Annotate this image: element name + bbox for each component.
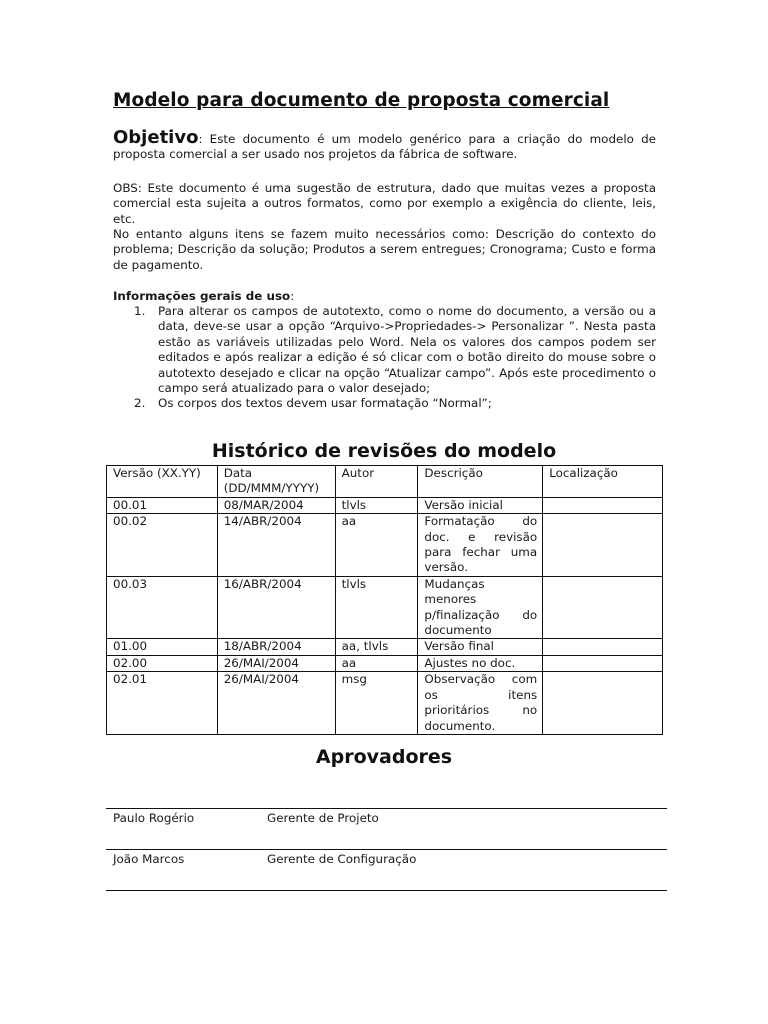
cell-description: Versão final: [418, 639, 543, 655]
table-row: [107, 672, 663, 735]
header-cell-description: Descrição: [418, 466, 543, 498]
approvers-bottom-rule: [106, 890, 667, 891]
cell-description: Versão inicial: [418, 497, 543, 513]
cell-location: [543, 672, 663, 735]
approver-role: Gerente de Projeto: [267, 811, 379, 825]
cell-version: 02.00: [107, 655, 218, 671]
usage-item-text: Os corpos dos textos devem usar formatação “Normal”;: [158, 396, 492, 411]
usage-list: [113, 304, 656, 412]
usage-item-text: Para alterar os campos de autotexto, como o nome do documento, a versão ou a data, deve-se usar a opção “Arquivo->Propriedades-> Personalizar ”. Nesta pasta estão as variáveis utilizadas pelo Word. Nela os valores dos campos podem ser editados e após realizar a edição é só clicar com o botão direito do mouse sobre o autotexto desejado e clicar na opção “Atualizar campo”. Após este procedimento o campo será atualizado para o valor desejado;: [158, 304, 656, 396]
approver-name: Paulo Rogério: [113, 811, 195, 825]
usage-item-number: 1.: [134, 304, 146, 318]
cell-version: 00.01: [107, 497, 218, 513]
cell-location: [543, 655, 663, 671]
header-cell-author: Autor: [335, 466, 418, 498]
approver-row: [106, 849, 667, 890]
usage-heading: [113, 289, 656, 304]
cell-description: Mudanças menores p/finalização do documento: [418, 576, 543, 639]
approver-name: João Marcos: [113, 852, 185, 866]
approver-row: [106, 808, 667, 849]
table-row: [107, 497, 663, 513]
cell-location: [543, 514, 663, 577]
cell-date: 26/MAI/2004: [217, 655, 335, 671]
objective-text: : Este documento é um modelo genérico para a criação do modelo de proposta comercial a ser usado nos projetos da fábrica de software.: [113, 132, 656, 162]
cell-author: aa: [335, 655, 418, 671]
history-title: Histórico de revisões do modelo: [211, 440, 557, 462]
cell-version: 00.02: [107, 514, 218, 577]
cell-description: Observação com os itens prioritários no documento.: [418, 672, 543, 735]
cell-description: Formatação do doc. e revisão para fechar uma versão.: [418, 514, 543, 577]
objective-paragraph: [113, 127, 656, 163]
cell-version: 02.01: [107, 672, 218, 735]
cell-date: 16/ABR/2004: [217, 576, 335, 639]
cell-version: 00.03: [107, 576, 218, 639]
cell-date: 14/ABR/2004: [217, 514, 335, 577]
table-row: [107, 639, 663, 655]
cell-author: msg: [335, 672, 418, 735]
cell-location: [543, 576, 663, 639]
cell-date: 26/MAI/2004: [217, 672, 335, 735]
cell-version: 01.00: [107, 639, 218, 655]
usage-item-number: 2.: [134, 396, 146, 411]
usage-suffix: :: [290, 289, 295, 303]
cell-author: tlvls: [335, 497, 418, 513]
table-row: [107, 576, 663, 639]
header-cell-date: Data (DD/MMM/YYYY): [217, 466, 335, 498]
usage-item: [113, 304, 656, 396]
approvers-title: Aprovadores: [315, 746, 453, 768]
approver-role: Gerente de Configuração: [267, 852, 417, 866]
usage-item: [113, 396, 656, 411]
objective-label: Objetivo: [113, 127, 199, 148]
table-header-row: [107, 466, 663, 498]
approvers-list: [106, 808, 667, 891]
document-title: Modelo para documento de proposta comercial: [113, 90, 610, 111]
revision-history-table: [106, 465, 663, 735]
cell-location: [543, 639, 663, 655]
cell-description: Ajustes no doc.: [418, 655, 543, 671]
usage-label: Informações gerais de uso: [113, 289, 291, 303]
cell-date: 18/ABR/2004: [217, 639, 335, 655]
table-row: [107, 655, 663, 671]
cell-author: aa: [335, 514, 418, 577]
cell-location: [543, 497, 663, 513]
obs-paragraph: OBS: Este documento é uma sugestão de estrutura, dado que muitas vezes a proposta comercial esta sujeita a outros formatos, como por exemplo a exigência do cliente, leis, etc.: [113, 181, 656, 226]
cell-date: 08/MAR/2004: [217, 497, 335, 513]
header-cell-location: Localização: [543, 466, 663, 498]
header-cell-version: Versão (XX.YY): [107, 466, 218, 498]
cell-author: tlvls: [335, 576, 418, 639]
table-row: [107, 514, 663, 577]
cell-author: aa, tlvls: [335, 639, 418, 655]
note-paragraph: No entanto alguns itens se fazem muito necessários como: Descrição do contexto do problema; Descrição da solução; Produtos a serem entregues; Cronograma; Custo e forma de pagamento.: [113, 227, 656, 272]
